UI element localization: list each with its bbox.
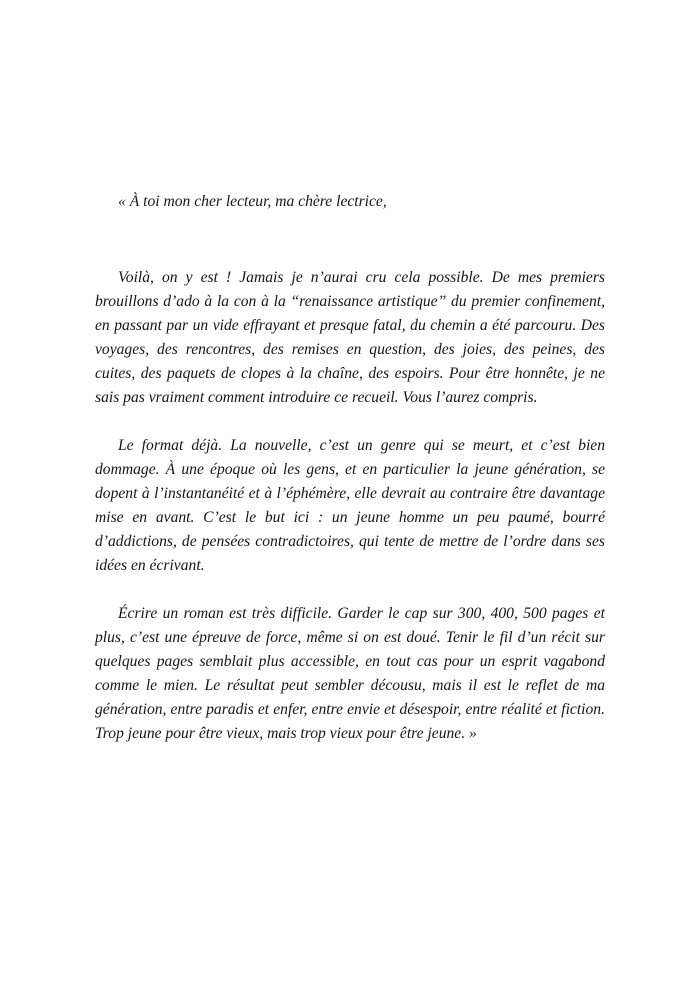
letter-paragraph: Le format déjà. La nouvelle, c’est un genre qui se meurt, et c’est bien dommage. À une époque où les gens, et en particulier la jeune génération, se dopent à l’instantanéité et à l’éphémère, elle devrait au contraire être davantage mise en avant. C’est le but ici : un jeune homme un peu paumé, bourré d’addictions, de pensées contradictoires, qui tente de mettre de l’ordre dans ses idées en écrivant.	[95, 437, 605, 574]
letter-paragraph: Voilà, on y est ! Jamais je n’aurai cru cela possible. De mes premiers brouillons d’ado à la con à la “renaissance artistique” du premier confinement, en passant par un vide effrayant et presque fatal, du chemin a été parcouru. Des voyages, des rencontres, des remises en question, des joies, des peines, des cuites, des paquets de clopes à la chaîne, des espoirs. Pour être honnête, je ne sais pas vraiment comment introduire ce recueil. Vous l’aurez compris.	[95, 269, 605, 406]
letter-paragraph: Écrire un roman est très difficile. Garder le cap sur 300, 400, 500 pages et plus, c’est une épreuve de force, même si on est doué. Tenir le fil d’un récit sur quelques pages semblait plus accessible, en tout cas pour un esprit vagabond comme le mien. Le résultat peut sembler décousu, mais il est le reflet de ma génération, entre paradis et enfer, entre envie et désespoir, entre réalité et fiction. Trop jeune pour être vieux, mais trop vieux pour être jeune. »	[95, 605, 605, 742]
letter-salutation: « À toi mon cher lecteur, ma chère lectrice,	[118, 193, 387, 210]
